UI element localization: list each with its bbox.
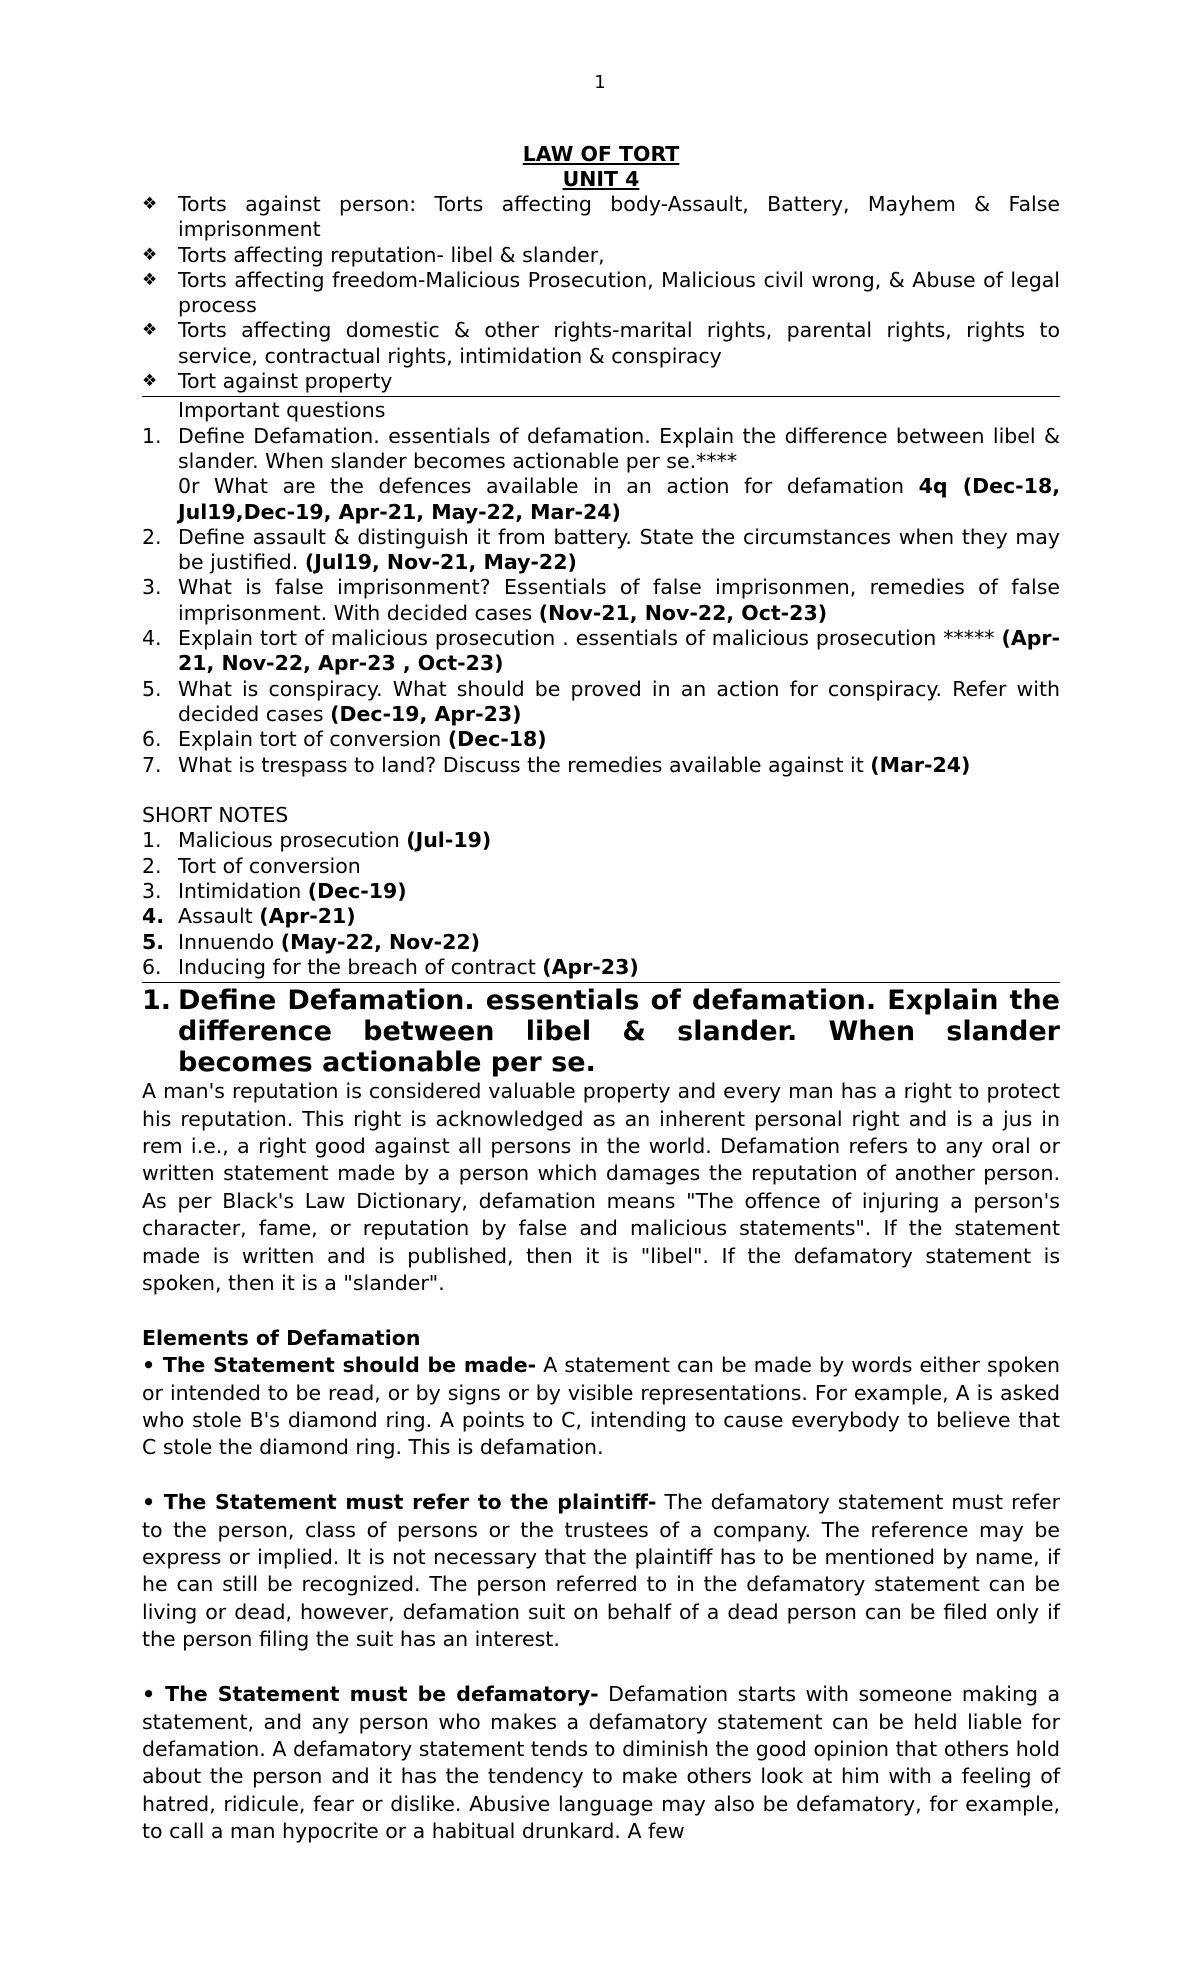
page-content [142, 142, 1060, 1846]
short-notes-heading: SHORT NOTES [142, 803, 289, 828]
short-note-item: 6. Inducing for the breach of contract (Apr-23) [142, 954, 639, 979]
question-item: 5. What is conspiracy. What should be proved in an action for conspiracy. Refer with decided cases (Dec-19, Apr-23) [142, 676, 1060, 726]
answer-heading: 1. Define Defamation. essentials of defamation. Explain the difference between libel & slander. When slander becomes actionable per se. [142, 985, 1060, 1079]
short-note-item: 3. Intimidation (Dec-19) [142, 879, 407, 904]
important-questions-heading: Important questions [178, 398, 386, 423]
syllabus-list [142, 192, 1060, 394]
divider [142, 982, 1060, 983]
document-title: LAW OF TORT [522, 142, 680, 166]
element-paragraph: • The Statement must be defamatory- Defamation starts with someone making a statement, and any person who makes a defamatory statement can be held liable for defamation. A defamatory statement tends to diminish the good opinion that others hold about the person and it has the tendency to make others look at him with a feeling of hatred, ridicule, fear or dislike. Abusive language may also be defamatory, for example, to call a man hypocrite or a habitual drunkard. A few [142, 1682, 1061, 1844]
short-note-item: 4. Assault (Apr-21) [142, 904, 356, 929]
question-item: 1. Define Defamation. essentials of defamation. Explain the difference between libel & slander. When slander becomes actionable per se.**** 0r What are the defences available in an action for defamation 4q (Dec-18, Jul19,Dec-19, Apr-21, May-22, Mar-24) [142, 423, 1060, 524]
syllabus-item: ❖ Torts affecting reputation- libel & slander, [142, 242, 605, 267]
important-questions [142, 398, 1060, 980]
diamond-bullet-icon: ❖ [142, 244, 158, 265]
syllabus-item: ❖ Torts affecting domestic & other rights-marital rights, parental rights, rights to service, contractual rights, intimidation & conspiracy [142, 318, 1060, 368]
syllabus-item: ❖ Torts affecting freedom-Malicious Prosecution, Malicious civil wrong, & Abuse of legal process [142, 267, 1060, 318]
short-note-item: 1. Malicious prosecution (Jul-19) [142, 828, 492, 853]
question-item: 2. Define assault & distinguish it from battery. State the circumstances when they may be justified. (Jul19, Nov-21, May-22) [142, 524, 1060, 575]
diamond-bullet-icon: ❖ [142, 371, 158, 392]
unit-title: UNIT 4 [562, 167, 640, 191]
question-item: 3. What is false imprisonment? Essentials of false imprisonmen, remedies of false imprisonment. With decided cases (Nov-21, Nov-22, Oct-23) [142, 575, 1060, 625]
short-note-item: 2. Tort of conversion [142, 853, 361, 878]
elements-heading: Elements of Defamation [142, 1325, 421, 1350]
question-item: 4. Explain tort of malicious prosecution . essentials of malicious prosecution ***** (Apr-21, Nov-22, Apr-23 , Oct-23) [142, 626, 1060, 676]
diamond-bullet-icon: ❖ [142, 194, 158, 214]
divider [142, 396, 1060, 397]
page-number: 1 [594, 72, 606, 93]
syllabus-item: ❖ Torts against person: Torts affecting body-Assault, Battery, Mayhem & False imprisonment [142, 192, 1060, 242]
syllabus-item: ❖ Tort against property [142, 369, 393, 394]
element-paragraph: • The Statement should be made- A statement can be made by words either spoken or intended to be read, or by signs or by visible representations. For example, A is asked who stole B's diamond ring. A points to C, intending to cause everybody to believe that C stole the diamond ring. This is defamation. [142, 1353, 1060, 1460]
diamond-bullet-icon: ❖ [142, 320, 158, 341]
question-item: 6. Explain tort of conversion (Dec-18) [142, 727, 547, 752]
element-paragraph: • The Statement must refer to the plaintiff- The defamatory statement must refer to the person, class of persons or the trustees of a company. The reference may be express or implied. It is not necessary that the plaintiff has to be mentioned by name, if he can still be recognized. The person referred to in the defamatory statement can be living or dead, however, defamation suit on behalf of a dead person can be filed only if the person filing the suit has an interest. [142, 1490, 1061, 1652]
diamond-bullet-icon: ❖ [142, 269, 158, 290]
answer-intro: A man's reputation is considered valuable property and every man has a right to protect his reputation. This right is acknowledged as an inherent personal right and is a jus in rem i.e., a right good against all persons in the world. Defamation refers to any oral or written statement made by a person which damages the reputation of another person. As per Black's Law Dictionary, defamation means "The offence of injuring a person's character, fame, or reputation by false and malicious statements". If the statement made is written and is published, then it is "libel". If the defamatory statement is spoken, then it is a "slander". [142, 1079, 1060, 1296]
question-item: 7. What is trespass to land? Discuss the remedies available against it (Mar-24) [142, 752, 971, 777]
short-note-item: 5. Innuendo (May-22, Nov-22) [142, 929, 481, 954]
